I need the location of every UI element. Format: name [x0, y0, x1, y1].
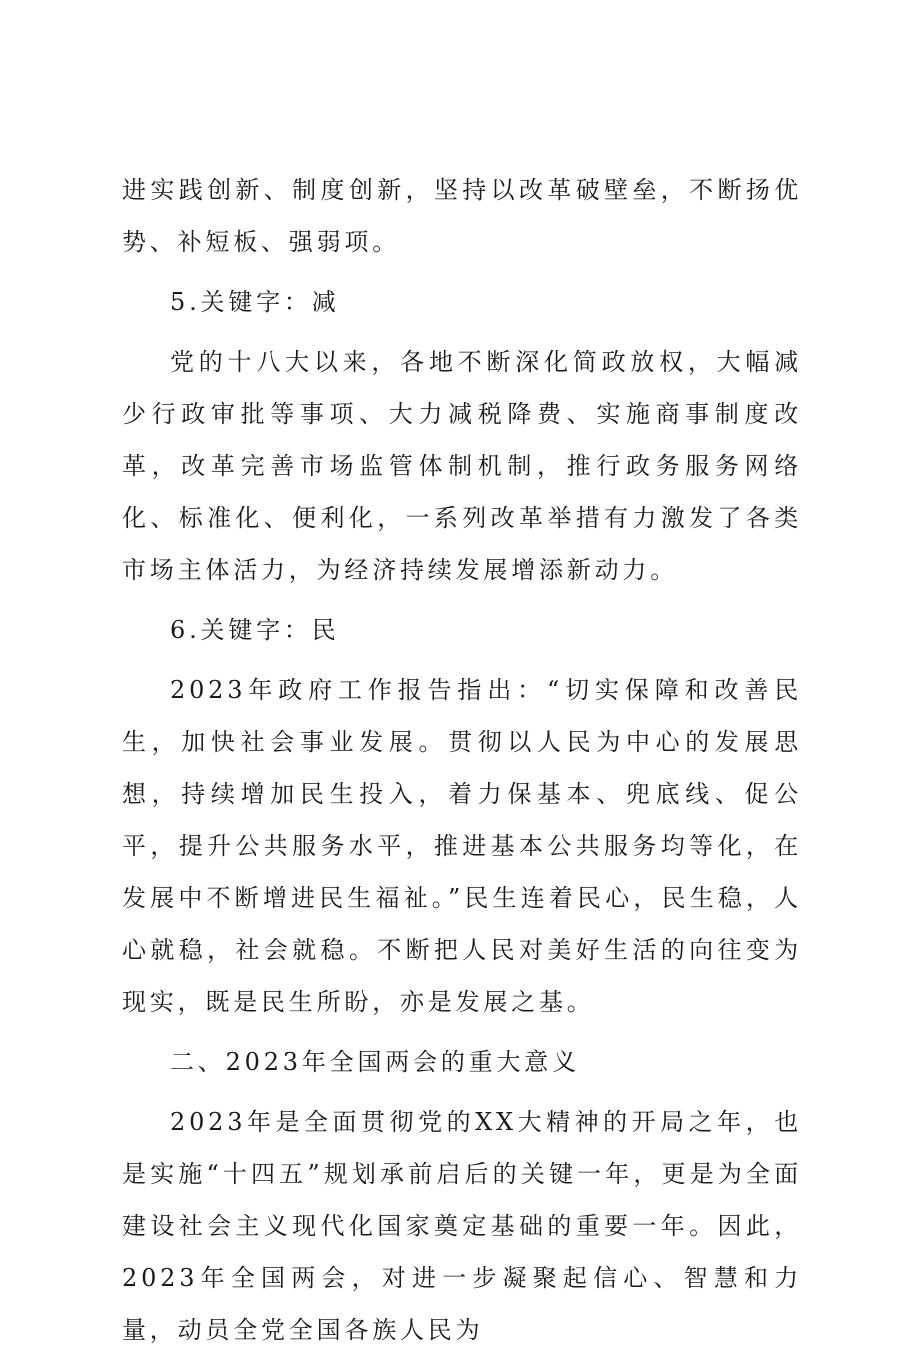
paragraph-livelihood: 2023年政府工作报告指出：“切实保障和改善民生，加快社会事业发展。贯彻以人民为中心的发展思想，持续增加民生投入，着力保基本、兜底线、促公平，提升公共服务水平，推进基本公共服务均等化，在发展中不断增进民生福祉。”民生连着民心，民生稳，人心就稳，社会就稳。不断把人民对美好生活的向往变为现实，既是民生所盼，亦是发展之基。: [122, 676, 802, 1016]
section-heading-significance: 二、2023年全国两会的重大意义: [170, 1048, 580, 1076]
paragraph-reduce: 党的十八大以来，各地不断深化简政放权，大幅减少行政审批等事项、大力减税降费、实施商事制度改革，改革完善市场监管体制机制，推行政务服务网络化、标准化、便利化，一系列改革举措有力激发了各类市场主体活力，为经济持续发展增添新动力。: [122, 348, 802, 584]
paragraph-continuation: 进实践创新、制度创新，坚持以改革破壁垒，不断扬优势、补短板、强弱项。: [122, 176, 802, 256]
section-heading-6: 6.关键字：民: [170, 616, 340, 644]
document-body: [122, 164, 802, 1356]
paragraph-significance: 2023年是全面贯彻党的XX大精神的开局之年，也是实施“十四五”规划承前启后的关键一年，更是为全面建设社会主义现代化国家奠定基础的重要一年。因此，2023年全国两会，对进一步凝聚起信心、智慧和力量，动员全党全国各族人民为: [122, 1108, 802, 1344]
section-heading-5: 5.关键字：减: [170, 288, 340, 316]
